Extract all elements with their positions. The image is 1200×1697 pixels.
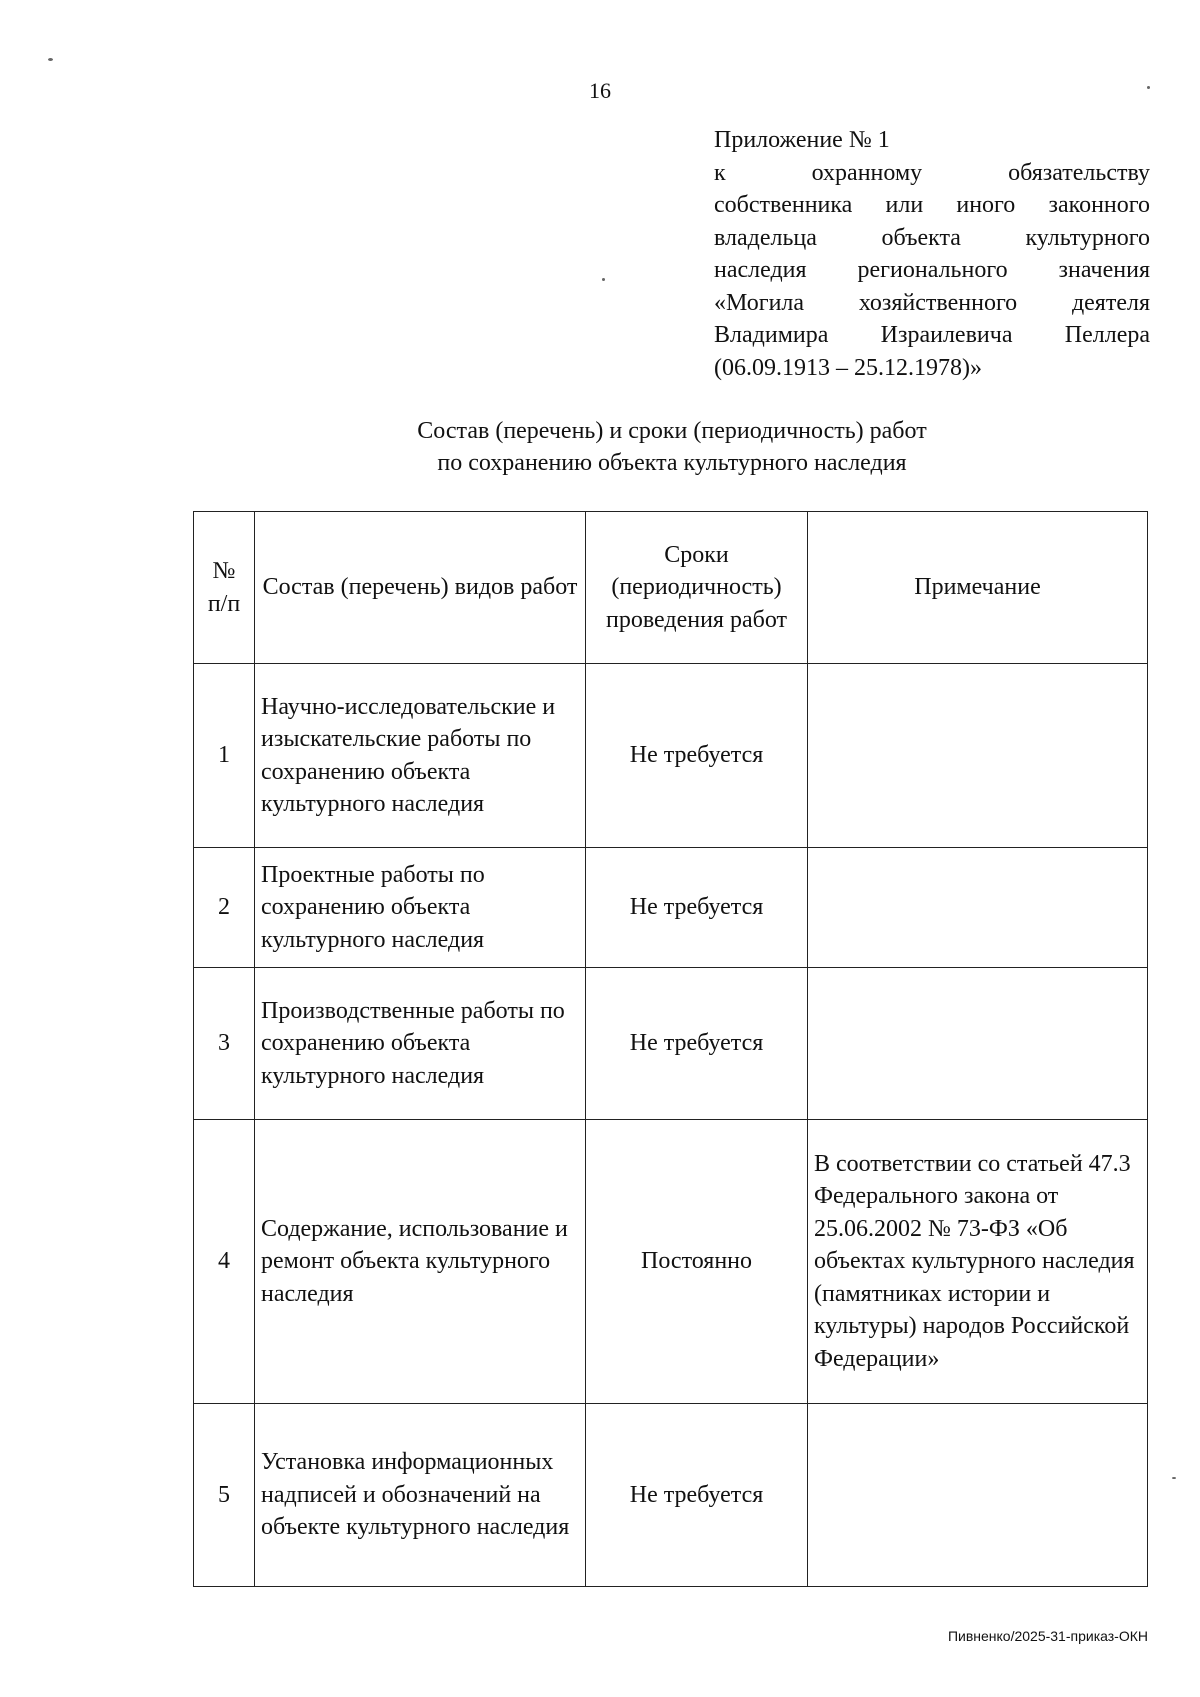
- header-num: № п/п: [194, 512, 255, 664]
- header-name: Состав (перечень) видов работ: [255, 512, 586, 664]
- scan-speck: [602, 278, 605, 281]
- row-num: 2: [194, 848, 255, 968]
- table-header-row: [194, 512, 1148, 664]
- row-name: Установка информационных надписей и обозначений на объекте культурного наследия: [255, 1404, 586, 1587]
- appendix-line: (06.09.1913 – 25.12.1978)»: [714, 354, 982, 381]
- table-row: [194, 1120, 1148, 1404]
- row-name: Содержание, использование и ремонт объекта культурного наследия: [255, 1120, 586, 1404]
- appendix-title: Приложение № 1: [714, 127, 890, 153]
- header-note: Примечание: [808, 512, 1148, 664]
- table-row: [194, 1404, 1148, 1587]
- row-note: В соответствии со статьей 47.3 Федерального закона от 25.06.2002 № 73-ФЗ «Об объектах культурного наследия (памятниках истории и культуры) народов Российской Федерации»: [808, 1120, 1148, 1404]
- works-table: [193, 511, 1148, 1587]
- row-num: 1: [194, 664, 255, 848]
- row-num: 3: [194, 968, 255, 1120]
- scan-speck: [48, 58, 53, 61]
- header-term: Сроки (периодичность) проведения работ: [586, 512, 808, 664]
- row-name: Производственные работы по сохранению объекта культурного наследия: [255, 968, 586, 1120]
- document-heading: [0, 415, 1200, 479]
- row-note: [808, 848, 1148, 968]
- appendix-line: к охранному обязательству: [714, 159, 1150, 186]
- row-note: [808, 1404, 1148, 1587]
- appendix-line: владельца объекта культурного: [714, 224, 1150, 251]
- heading-line-1: Состав (перечень) и сроки (периодичность) работ: [417, 418, 927, 444]
- row-term: Не требуется: [586, 1404, 808, 1587]
- table-row: [194, 968, 1148, 1120]
- row-name: Научно-исследовательские и изыскательские работы по сохранению объекта культурного наследия: [255, 664, 586, 848]
- row-term: Постоянно: [586, 1120, 808, 1404]
- row-name: Проектные работы по сохранению объекта культурного наследия: [255, 848, 586, 968]
- document-footer-code: Пивненко/2025-31-приказ-ОКН: [947, 1628, 1148, 1644]
- appendix-line: Владимира Израилевича Пеллера: [714, 322, 1150, 348]
- appendix-block: [714, 124, 1150, 384]
- page-number: 16: [589, 78, 611, 103]
- table-row: [194, 664, 1148, 848]
- table-row: [194, 848, 1148, 968]
- appendix-line: «Могила хозяйственного деятеля: [714, 289, 1150, 316]
- row-term: Не требуется: [586, 664, 808, 848]
- row-term: Не требуется: [586, 968, 808, 1120]
- heading-line-2: по сохранению объекта культурного наследия: [437, 450, 907, 476]
- row-note: [808, 664, 1148, 848]
- appendix-line: наследия регионального значения: [714, 257, 1150, 283]
- row-num: 4: [194, 1120, 255, 1404]
- row-note: [808, 968, 1148, 1120]
- row-num: 5: [194, 1404, 255, 1587]
- row-term: Не требуется: [586, 848, 808, 968]
- scan-speck: [1172, 1477, 1176, 1479]
- appendix-line: собственника или иного законного: [714, 192, 1150, 218]
- scan-speck: [1147, 86, 1150, 89]
